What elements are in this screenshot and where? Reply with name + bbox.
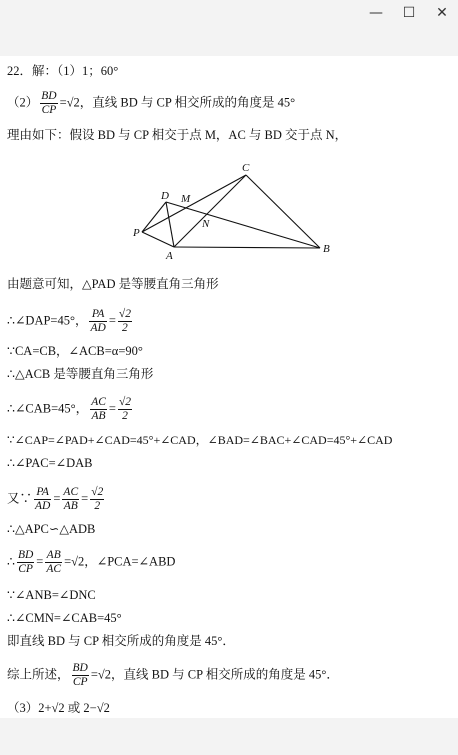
segment-PC [142, 175, 246, 232]
window-titlebar [0, 0, 458, 56]
segment-PD [142, 202, 166, 232]
step-bd-cp: ∴ $\frac{BD}{CP}$ = $\frac{AB}{AC}$ =√2，∠PCA=∠ABD [7, 549, 176, 575]
segment-PA [142, 232, 174, 247]
label-N: N [202, 218, 210, 230]
part2-answer: （2） $\frac{BD}{CP}$ =√2，直线 BD 与 CP 相交所成的角度是 45° [7, 90, 296, 116]
part1-answer: 22．解：（1）1；60° [7, 64, 119, 78]
label-C: C [242, 162, 250, 174]
step-known: 由题意可知，△PAD 是等腰直角三角形 [7, 277, 219, 291]
segment-AC [174, 175, 246, 247]
step-also: 又∵ $\frac{PA}{AD}$ = $\frac{AC}{AB}$ = $\frac{√2}{2}$ [7, 486, 104, 512]
step-similar: ∴△APC∽△ADB [7, 522, 96, 536]
step-cmn: ∴∠CMN=∠CAB=45° [7, 611, 122, 625]
label-D: D [161, 190, 169, 202]
window-bottom-bar [0, 718, 458, 755]
step-cab: ∴∠CAB=45°， $\frac{AC}{AB}$ = $\frac{√2}{2}$ [7, 396, 132, 422]
document-page [0, 56, 458, 718]
step-conclusion: 即直线 BD 与 CP 相交所成的角度是 45°． [7, 634, 235, 648]
label-A: A [166, 250, 173, 260]
label-B: B [323, 243, 330, 255]
step-ca-cb: ∵CA=CB，∠ACB=α=90° [7, 344, 143, 358]
label-M: M [181, 193, 191, 205]
segment-AB [174, 247, 320, 248]
part3-answer: （3）2+√2 或 2−√2 [7, 701, 110, 715]
step-summary: 综上所述， $\frac{BD}{CP}$ =√2，直线 BD 与 CP 相交所成的角度是 45°． [7, 662, 339, 688]
step-cap-bad: ∵∠CAP=∠PAD+∠CAD=45°+∠CAD，∠BAD=∠BAC+∠CAD=45°+∠CAD [7, 433, 393, 447]
label-P: P [133, 227, 140, 239]
geometry-figure [130, 160, 340, 260]
close-icon[interactable]: ✕ [436, 5, 448, 21]
reason-line: 理由如下：假设 BD 与 CP 相交于点 M，AC 与 BD 交于点 N， [7, 128, 348, 142]
minimize-icon[interactable]: — [369, 5, 383, 21]
step-acb-isosceles: ∴△ACB 是等腰直角三角形 [7, 367, 154, 381]
step-anb-dnc: ∵∠ANB=∠DNC [7, 588, 96, 602]
step-pac-dab: ∴∠PAC=∠DAB [7, 456, 93, 470]
step-dap: ∴∠DAP=45°， $\frac{PA}{AD}$ = $\frac{√2}{2}$ [7, 308, 131, 334]
segment-DA [166, 202, 174, 247]
maximize-icon[interactable]: ☐ [402, 5, 416, 21]
